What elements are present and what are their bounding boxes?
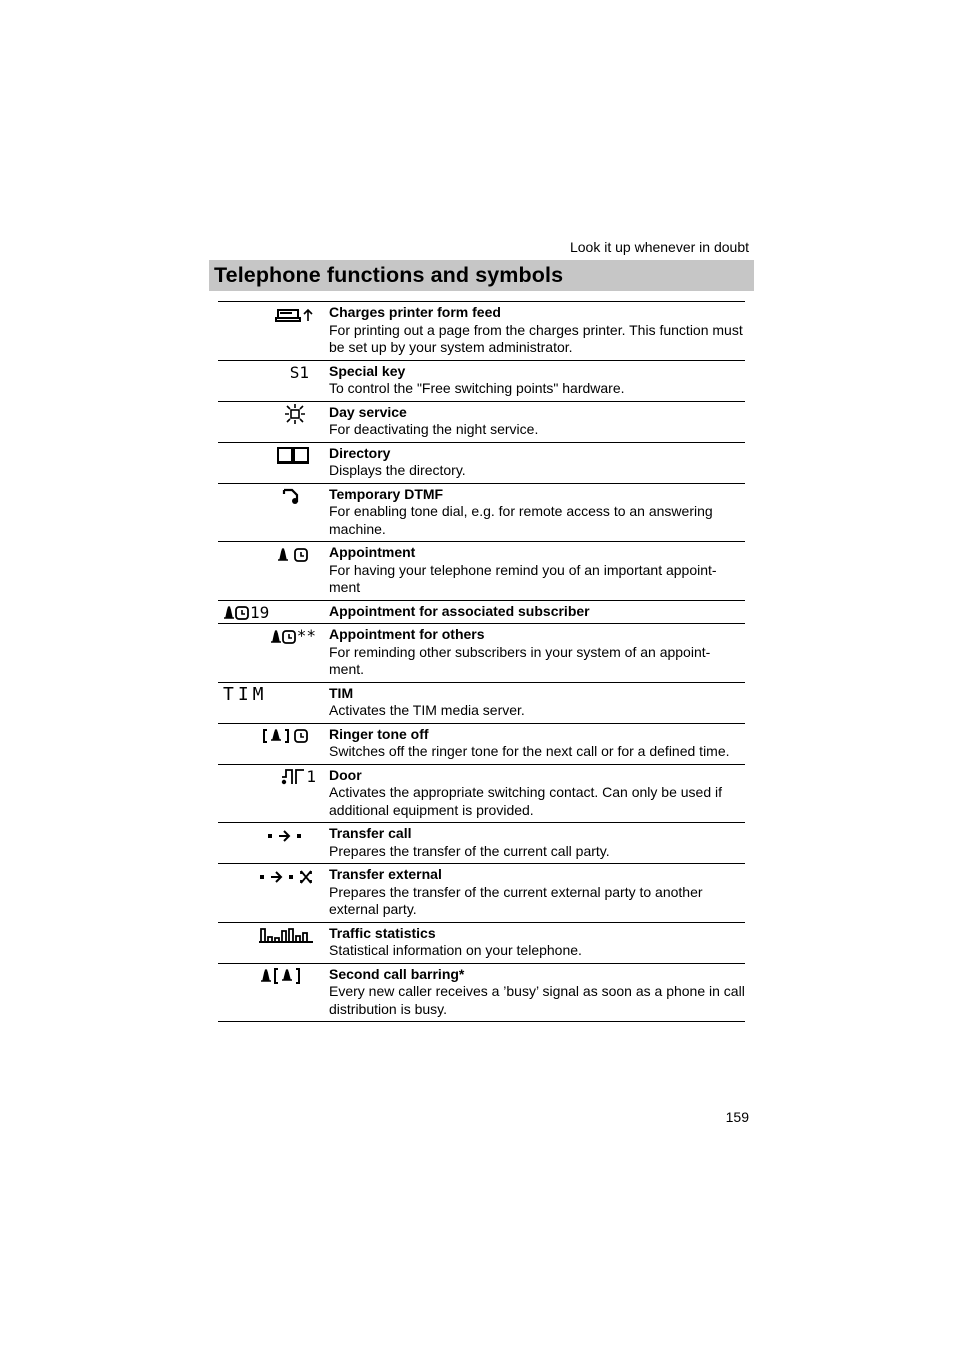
function-description: For having your telephone remind you of an important appoint-ment [329, 561, 717, 595]
function-name: Traffic statistics [329, 924, 436, 941]
function-description: Statistical information on your telephone. [329, 942, 582, 958]
ringer-tone-off-icon [262, 726, 316, 747]
page-title: Telephone functions and symbols [214, 263, 564, 287]
function-name: Appointment [329, 544, 416, 560]
appointment-bell-clock-icon [276, 544, 316, 565]
temporary-dtmf-note-icon [280, 486, 316, 507]
table-row [218, 483, 745, 542]
running-header: Look it up whenever in doubt [569, 239, 749, 255]
wildcard-stars: ** [296, 626, 316, 645]
table-row [218, 542, 745, 601]
function-name: TIM [329, 684, 354, 701]
table-row [218, 600, 745, 624]
transfer-call-icon [266, 825, 316, 845]
function-description: Switches off the ringer tone for the next call or for a defined time. [329, 743, 730, 759]
page-number: 159 [725, 1109, 749, 1125]
table-row [218, 764, 745, 823]
function-name: Door [329, 766, 362, 783]
function-name: Transfer call [329, 825, 412, 841]
function-description: For deactivating the night service. [329, 421, 539, 437]
table-row [218, 442, 745, 483]
symbols-table [218, 301, 745, 1022]
table-row [218, 302, 745, 361]
function-description: For reminding other subscribers in your system of an appoint-ment. [329, 643, 711, 677]
function-name: Transfer external [329, 866, 442, 882]
appointment-for-others-icon [269, 626, 316, 647]
function-description: Prepares the transfer of the current call party. [329, 842, 610, 859]
function-name: Second call barring* [329, 965, 465, 982]
door-number: 1 [306, 766, 316, 786]
function-description: Prepares the transfer of the current external party to another external party. [329, 883, 703, 917]
table-row [218, 922, 745, 963]
table-row [218, 401, 745, 442]
subscriber-number: 19 [250, 602, 270, 622]
function-description: Activates the TIM media server. [329, 702, 525, 718]
table-row [218, 360, 745, 401]
appointment-associated-subscriber-icon [222, 603, 269, 624]
special-key-icon: S1 [289, 362, 309, 382]
table-row [218, 723, 745, 764]
second-call-barring-icon [260, 966, 316, 987]
traffic-statistics-icon [258, 925, 316, 946]
table-row [218, 624, 745, 683]
function-name: Temporary DTMF [329, 485, 444, 502]
directory-book-icon [276, 445, 316, 466]
function-name: Day service [329, 403, 407, 420]
function-description: For printing out a page from the charges printer. This function must be set up by your system administrator. [329, 321, 743, 355]
day-service-sun-icon [283, 404, 316, 425]
function-description: To control the "Free switching points" hardware. [329, 380, 625, 396]
table-row [218, 682, 745, 723]
charges-printer-form-feed-icon [272, 304, 316, 324]
section-title-bar [209, 260, 754, 291]
function-name: Ringer tone off [329, 725, 429, 742]
function-name: Special key [329, 362, 406, 379]
function-description: Displays the directory. [329, 462, 466, 478]
transfer-external-icon [258, 866, 316, 886]
table-row [218, 864, 745, 923]
function-description: Every new caller receives a ’busy’ signal as soon as a phone in call distribution is busy. [329, 983, 745, 1017]
function-description: For enabling tone dial, e.g. for remote access to an answering machine. [329, 503, 713, 537]
door-icon [280, 767, 316, 788]
function-name: Directory [329, 444, 391, 461]
table-row [218, 963, 745, 1022]
function-description: Activates the appropriate switching contact. Can only be used if additional equipment is provided. [329, 784, 722, 818]
function-name: Appointment for associated subscriber [329, 602, 590, 619]
table-row [218, 823, 745, 864]
function-name: Charges printer form feed [329, 304, 501, 320]
function-name: Appointment for others [329, 626, 485, 642]
tim-icon: TIM [223, 683, 268, 705]
